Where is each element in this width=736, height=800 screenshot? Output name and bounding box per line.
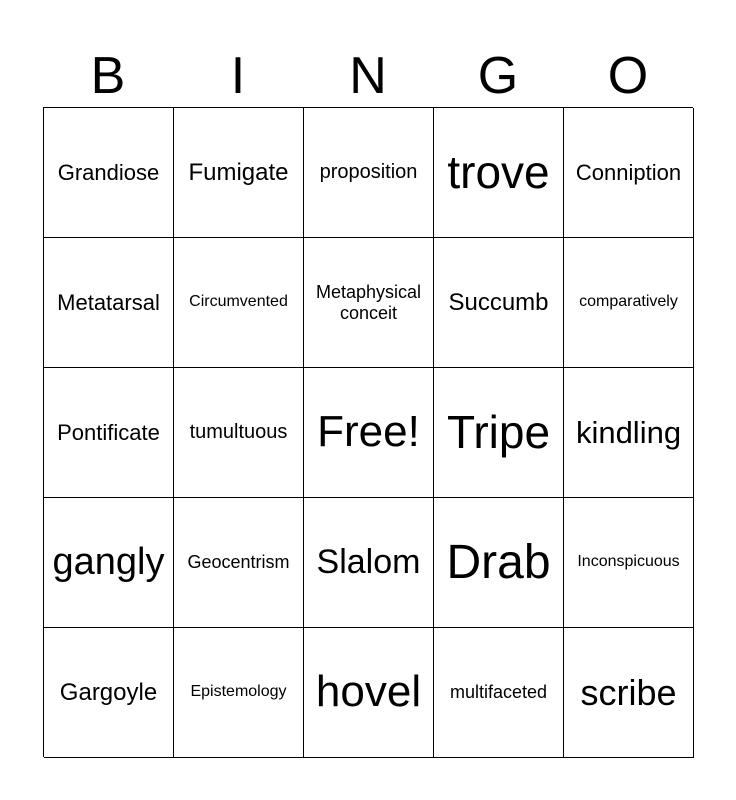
bingo-cell[interactable]: Drab bbox=[434, 498, 564, 628]
bingo-cell[interactable]: Inconspicuous bbox=[564, 498, 694, 628]
bingo-header bbox=[43, 46, 693, 106]
bingo-cell[interactable]: Metatarsal bbox=[44, 238, 174, 368]
bingo-cell[interactable]: Tripe bbox=[434, 368, 564, 498]
header-letter-n: N bbox=[349, 47, 387, 105]
bingo-cell[interactable]: kindling bbox=[564, 368, 694, 498]
header-letter-g: G bbox=[477, 47, 519, 105]
header-letter-o: O bbox=[607, 47, 649, 105]
free-space-cell[interactable]: Free! bbox=[304, 368, 434, 498]
bingo-cell[interactable]: Fumigate bbox=[174, 108, 304, 238]
bingo-cell[interactable]: Pontificate bbox=[44, 368, 174, 498]
bingo-cell[interactable]: Succumb bbox=[434, 238, 564, 368]
bingo-cell[interactable]: gangly bbox=[44, 498, 174, 628]
header-letter-i: I bbox=[230, 47, 246, 105]
bingo-cell[interactable]: Slalom bbox=[304, 498, 434, 628]
bingo-cell[interactable]: tumultuous bbox=[174, 368, 304, 498]
bingo-cell[interactable]: scribe bbox=[564, 628, 694, 758]
bingo-cell[interactable]: Grandiose bbox=[44, 108, 174, 238]
bingo-cell[interactable]: Metaphysical conceit bbox=[304, 238, 434, 368]
bingo-cell[interactable]: Epistemology bbox=[174, 628, 304, 758]
bingo-cell[interactable]: Geocentrism bbox=[174, 498, 304, 628]
bingo-board bbox=[43, 107, 693, 757]
bingo-cell[interactable]: comparatively bbox=[564, 238, 694, 368]
bingo-cell[interactable]: proposition bbox=[304, 108, 434, 238]
bingo-cell[interactable]: trove bbox=[434, 108, 564, 238]
bingo-cell[interactable]: Circumvented bbox=[174, 238, 304, 368]
header-letter-b: B bbox=[90, 47, 126, 105]
bingo-cell[interactable]: hovel bbox=[304, 628, 434, 758]
bingo-cell[interactable]: multifaceted bbox=[434, 628, 564, 758]
bingo-cell[interactable]: Gargoyle bbox=[44, 628, 174, 758]
bingo-cell[interactable]: Conniption bbox=[564, 108, 694, 238]
